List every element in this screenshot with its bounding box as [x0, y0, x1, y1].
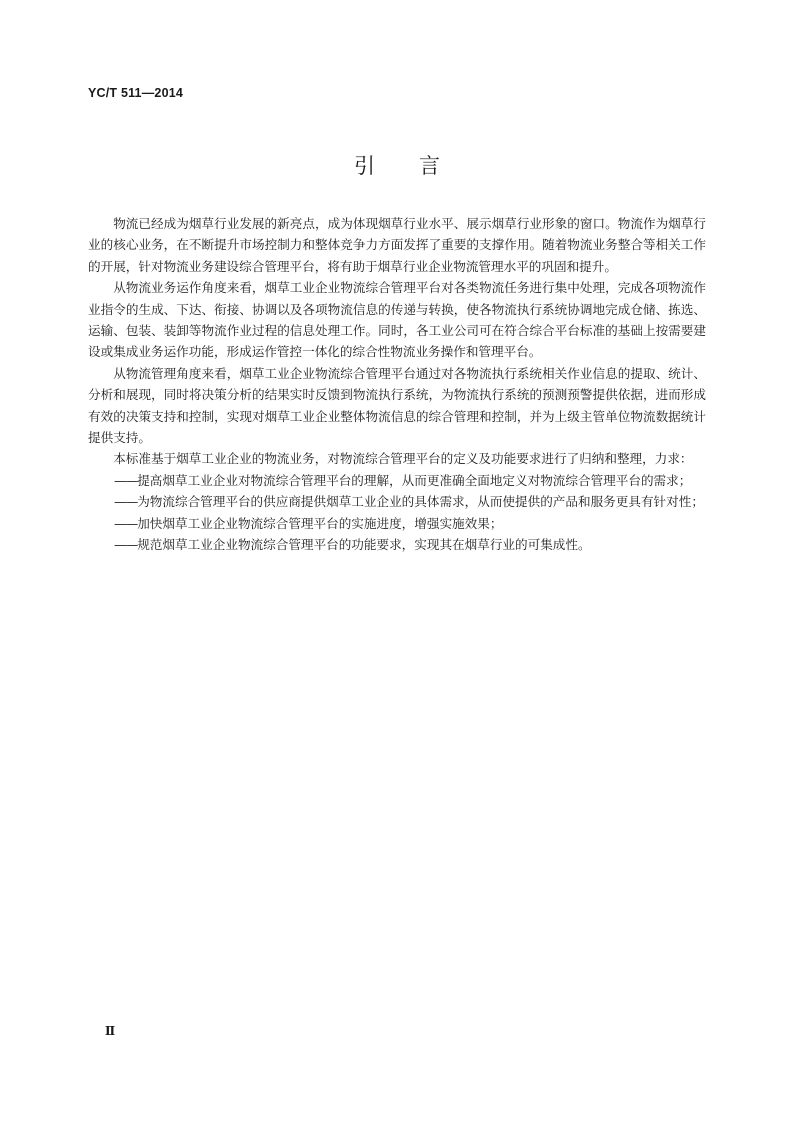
list-item-text: 规范烟草工业企业物流综合管理平台的功能要求，实现其在烟草行业的可集成性。	[137, 537, 591, 553]
list-item-text: 加快烟草工业企业物流综合管理平台的实施进度，增强实施效果；	[137, 515, 503, 531]
list-dash: ——	[114, 494, 138, 510]
paragraph-3: 从物流管理角度来看，烟草工业企业物流综合管理平台通过对各物流执行系统相关作业信息的提取、统计、分析和展现，同时将决策分析的结果实时反馈到物流执行系统，为物流执行系统的预测预警提供依据，进而形成有效的决策支持和控制，实现对烟草工业企业整体物流信息的综合管理和控制，并为上级主管单位物流数据统计提供支持。	[88, 365, 706, 446]
paragraph-1: 物流已经成为烟草行业发展的新亮点，成为体现烟草行业水平、展示烟草行业形象的窗口。物流作为烟草行业的核心业务，在不断提升市场控制力和整体竞争力方面发挥了重要的支撑作用。随着物流业务整合等相关工作的开展，针对物流业务建设综合管理平台，将有助于烟草行业企业物流管理水平的巩固和提升。	[88, 216, 706, 274]
page-number: Ⅱ	[105, 1024, 116, 1038]
list-item	[88, 491, 706, 512]
list-dash: ——	[114, 515, 138, 531]
list-dash: ——	[114, 472, 138, 488]
section-title: 引言	[354, 154, 484, 178]
list-item	[88, 534, 706, 555]
objective-list	[88, 470, 706, 556]
list-item-text: 为物流综合管理平台的供应商提供烟草工业企业的具体需求，从而使提供的产品和服务更具有针对性；	[137, 494, 704, 510]
standard-code: YC/T 511—2014	[88, 86, 184, 100]
list-item	[88, 470, 706, 491]
list-item-text: 提高烟草工业企业对物流综合管理平台的理解，从而更准确全面地定义对物流综合管理平台的需求；	[137, 472, 692, 488]
paragraph-2: 从物流业务运作角度来看，烟草工业企业物流综合管理平台对各类物流任务进行集中处理，完成各项物流作业指令的生成、下达、衔接、协调以及各项物流信息的传递与转换，使各物流执行系统协调地完成仓储、拣选、运输、包装、装卸等物流作业过程的信息处理工作。同时，各工业公司可在符合综合平台标准的基础上按需要建设或集成业务运作功能，形成运作管控一体化的综合性物流业务操作和管理平台。	[88, 280, 706, 360]
document-body	[88, 213, 706, 556]
list-item	[88, 513, 706, 534]
list-dash: ——	[114, 537, 138, 553]
paragraph-4: 本标准基于烟草工业企业的物流业务，对物流综合管理平台的定义及功能要求进行了归纳和整理，力求：	[113, 451, 693, 467]
